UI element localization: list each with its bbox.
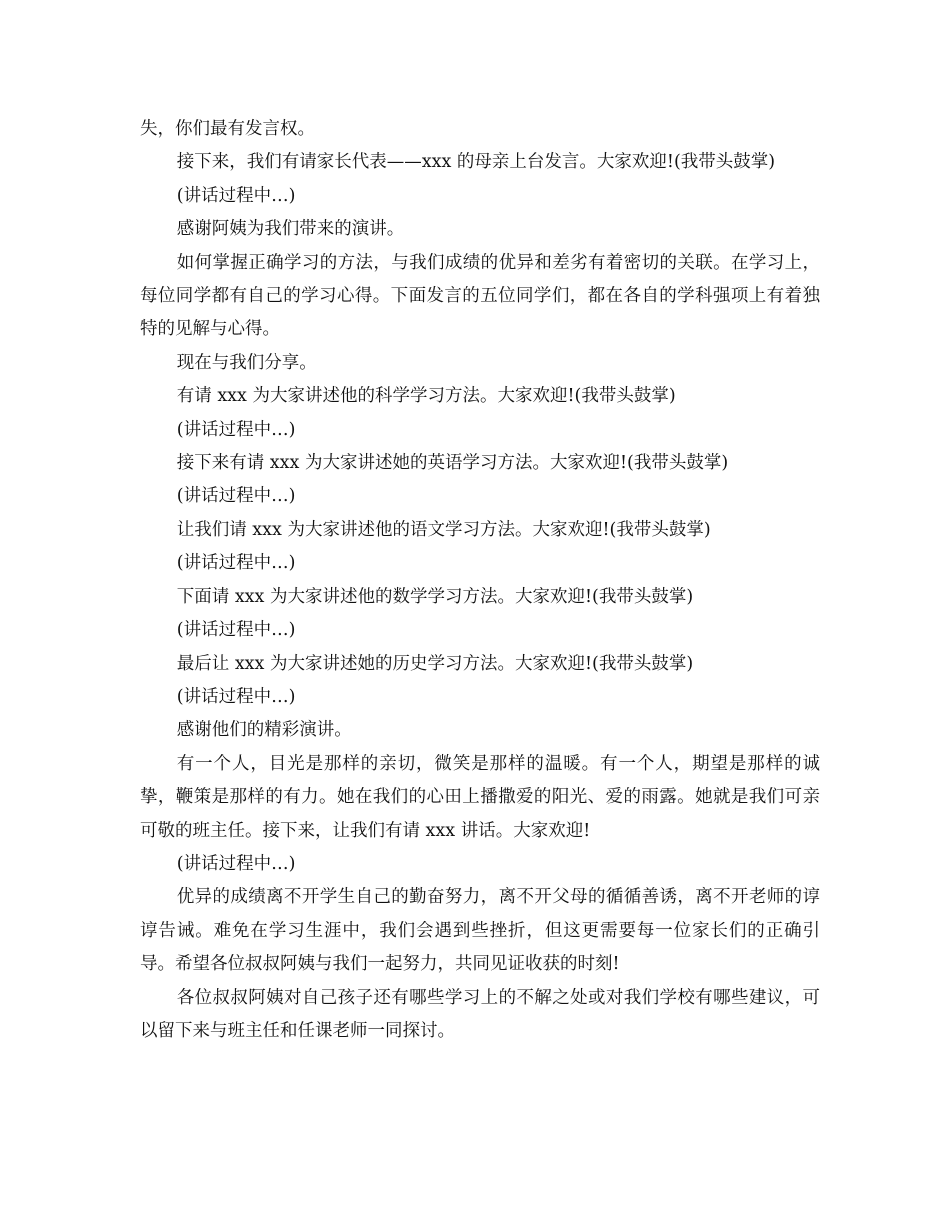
paragraph: 如何掌握正确学习的方法，与我们成绩的优异和差劣有着密切的关联。在学习上，每位同学都有自己的学习心得。下面发言的五位同学们，都在各自的学科强项上有着独特的见解与心得。 bbox=[140, 252, 820, 340]
paragraph: 优异的成绩离不开学生自己的勤奋努力，离不开父母的循循善诱，离不开老师的谆谆告诫。难免在学习生涯中，我们会遇到些挫折，但这更需要每一位家长们的正确引导。希望各位叔叔阿姨与我们一起努力，共同见证收获的时刻! bbox=[140, 887, 820, 975]
paragraph: 有一个人，目光是那样的亲切，微笑是那样的温暖。有一个人，期望是那样的诚挚，鞭策是那样的有力。她在我们的心田上播撒爱的阳光、爱的雨露。她就是我们可亲可敬的班主任。接下来，让我们有请 xxx 讲话。大家欢迎! bbox=[140, 753, 820, 841]
paragraph: (讲话过程中…) bbox=[176, 419, 296, 440]
paragraph: (讲话过程中…) bbox=[176, 185, 296, 206]
paragraph: 各位叔叔阿姨对自己孩子还有哪些学习上的不解之处或对我们学校有哪些建议，可以留下来与班主任和任课老师一同探讨。 bbox=[140, 987, 820, 1041]
paragraph: 感谢阿姨为我们带来的演讲。 bbox=[176, 219, 405, 240]
paragraph: (讲话过程中…) bbox=[176, 620, 296, 641]
paragraph: 让我们请 xxx 为大家讲述他的语文学习方法。大家欢迎!(我带头鼓掌) bbox=[176, 519, 711, 540]
paragraph: 最后让 xxx 为大家讲述她的历史学习方法。大家欢迎!(我带头鼓掌) bbox=[176, 653, 694, 674]
paragraph: 下面请 xxx 为大家讲述他的数学学习方法。大家欢迎!(我带头鼓掌) bbox=[176, 586, 694, 607]
paragraph: 有请 xxx 为大家讲述他的科学学习方法。大家欢迎!(我带头鼓掌) bbox=[176, 386, 676, 407]
paragraph: 失，你们最有发言权。 bbox=[140, 119, 315, 139]
paragraph: (讲话过程中…) bbox=[176, 553, 296, 574]
paragraph: 感谢他们的精彩演讲。 bbox=[176, 720, 352, 741]
document-body bbox=[140, 113, 820, 1048]
paragraph: (讲话过程中…) bbox=[176, 486, 296, 507]
paragraph: (讲话过程中…) bbox=[176, 853, 296, 874]
paragraph: 接下来有请 xxx 为大家讲述她的英语学习方法。大家欢迎!(我带头鼓掌) bbox=[176, 453, 729, 474]
paragraph: (讲话过程中…) bbox=[176, 686, 296, 707]
paragraph: 接下来，我们有请家长代表——xxx 的母亲上台发言。大家欢迎!(我带头鼓掌) bbox=[176, 152, 776, 173]
paragraph: 现在与我们分享。 bbox=[176, 352, 317, 373]
